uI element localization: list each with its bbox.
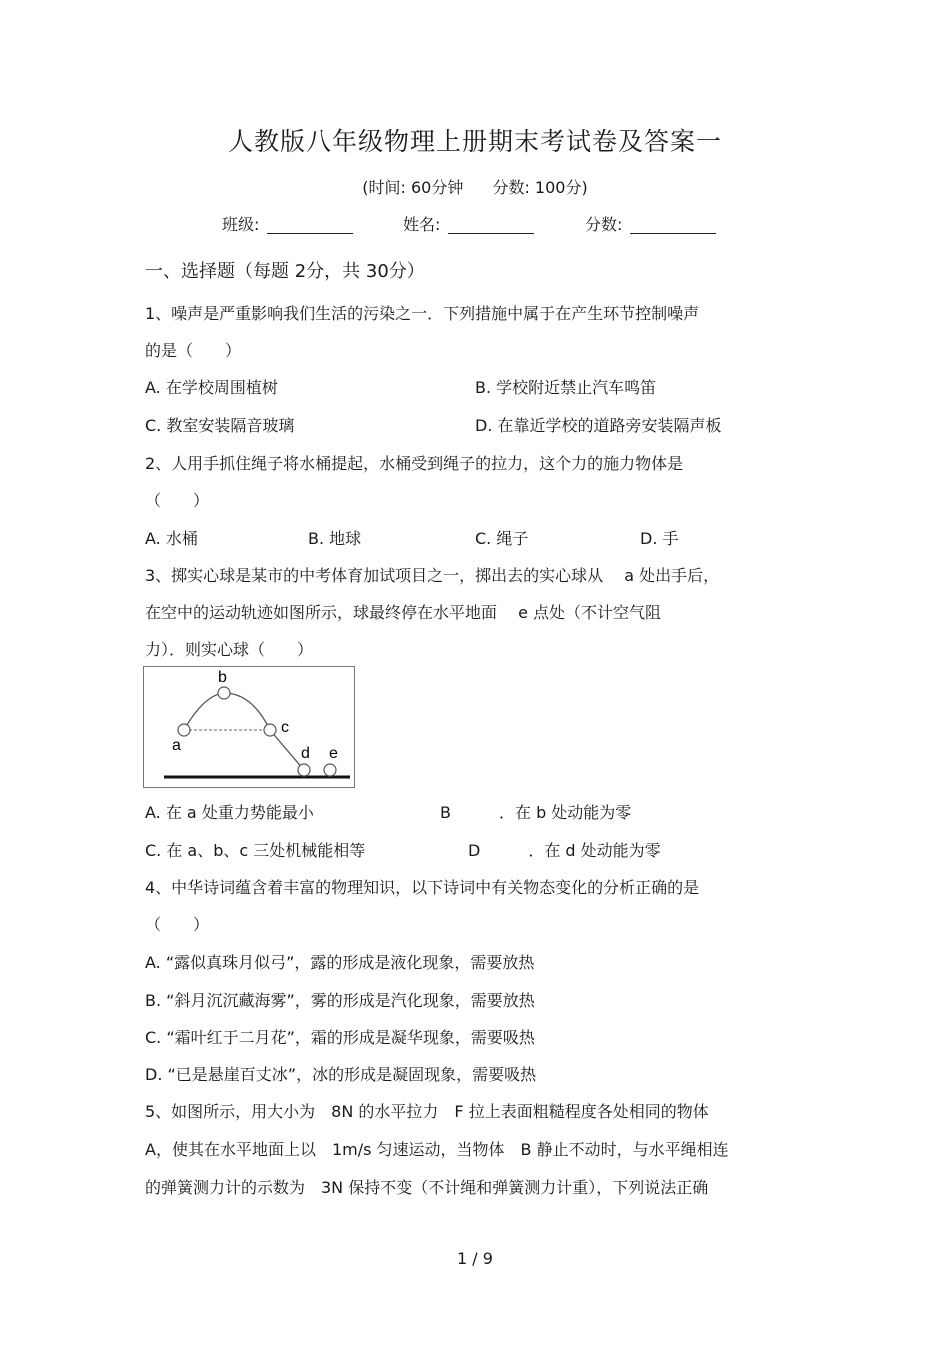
descent-path bbox=[270, 730, 304, 770]
name-field[interactable] bbox=[403, 212, 534, 235]
name-blank[interactable] bbox=[448, 217, 534, 234]
exam-time: (时间: 60分钟 bbox=[362, 178, 464, 197]
q2-option-d: D. 手 bbox=[640, 529, 679, 548]
q3-stem-line-1: 3、掷实心球是某市的中考体育加试项目之一，掷出去的实心球从 a 处出手后， bbox=[145, 566, 720, 585]
q4-stem-line-1: 4、中华诗词蕴含着丰富的物理知识，以下诗词中有关物态变化的分析正确的是 bbox=[145, 878, 700, 897]
q1-option-a: A. 在学校周围植树 bbox=[145, 378, 278, 397]
point-e-ball bbox=[324, 764, 336, 776]
q3-option-d: D ．在 d 处动能为零 bbox=[468, 841, 661, 860]
q5-stem-line-3: 的弹簧测力计的示数为 3N 保持不变（不计绳和弹簧测力计重），下列说法正确 bbox=[145, 1178, 709, 1197]
q2-stem-line-1: 2、人用手抓住绳子将水桶提起，水桶受到绳子的拉力，这个力的施力物体是 bbox=[145, 454, 684, 473]
q5-stem-line-2: A，使其在水平地面上以 1m/s 匀速运动，当物体 B 静止不动时，与水平绳相连 bbox=[145, 1140, 729, 1159]
q1-option-c: C. 教室安装隔音玻璃 bbox=[145, 416, 295, 435]
point-d-label: d bbox=[301, 745, 310, 762]
point-d-ball bbox=[298, 764, 310, 776]
score-field[interactable] bbox=[585, 212, 716, 235]
point-b-label: b bbox=[218, 669, 227, 686]
q4-stem-line-2: （ ） bbox=[145, 915, 210, 934]
q2-stem-line-2: （ ） bbox=[145, 491, 210, 510]
exam-total-score: 分数: 100分) bbox=[492, 178, 588, 197]
point-b-ball bbox=[218, 687, 230, 699]
q1-option-b: B. 学校附近禁止汽车鸣笛 bbox=[475, 378, 657, 397]
q3-option-a: A. 在 a 处重力势能最小 bbox=[145, 803, 314, 822]
class-field[interactable] bbox=[222, 212, 353, 235]
page-title: 人教版八年级物理上册期末考试卷及答案一 bbox=[227, 127, 722, 156]
q4-option-d: D. “已是悬崖百丈冰”，冰的形成是凝固现象，需要吸热 bbox=[145, 1065, 537, 1084]
q1-option-d: D. 在靠近学校的道路旁安装隔声板 bbox=[475, 416, 722, 435]
class-blank[interactable] bbox=[267, 217, 353, 234]
q2-option-b: B. 地球 bbox=[308, 529, 362, 548]
q2-option-c: C. 绳子 bbox=[475, 529, 529, 548]
point-e-label: e bbox=[329, 745, 338, 762]
score-label: 分数: bbox=[585, 215, 623, 234]
q3-option-c: C. 在 a、b、c 三处机械能相等 bbox=[145, 841, 366, 860]
point-c-ball bbox=[264, 724, 276, 736]
q3-stem-line-3: 力）．则实心球（ ） bbox=[145, 640, 314, 659]
exam-meta bbox=[0, 175, 950, 198]
point-a-label: a bbox=[172, 737, 181, 754]
q3-stem-line-2: 在空中的运动轨迹如图所示，球最终停在水平地面 e 点处（不计空气阻 bbox=[145, 603, 662, 622]
q5-stem-line-1: 5、如图所示，用大小为 8N 的水平拉力 F 拉上表面粗糙程度各处相同的物体 bbox=[145, 1102, 709, 1121]
page-number: 1 / 9 bbox=[457, 1249, 493, 1268]
score-blank[interactable] bbox=[630, 217, 716, 234]
q4-option-a: A. “露似真珠月似弓”，露的形成是液化现象，需要放热 bbox=[145, 953, 535, 972]
name-label: 姓名: bbox=[403, 215, 441, 234]
q1-stem-line-2: 的是（ ） bbox=[145, 341, 242, 360]
class-label: 班级: bbox=[222, 215, 260, 234]
q2-option-a: A. 水桶 bbox=[145, 529, 198, 548]
q4-option-c: C. “霜叶红于二月花”，霜的形成是凝华现象，需要吸热 bbox=[145, 1028, 535, 1047]
q3-option-b: B ．在 b 处动能为零 bbox=[440, 803, 632, 822]
trajectory-figure bbox=[143, 666, 355, 788]
section-heading: 一、选择题（每题 2分，共 30分） bbox=[145, 261, 425, 282]
point-c-label: c bbox=[281, 719, 289, 736]
trajectory-diagram bbox=[144, 667, 354, 787]
point-a-ball bbox=[178, 724, 190, 736]
q4-option-b: B. “斜月沉沉藏海雾”，雾的形成是汽化现象，需要放热 bbox=[145, 991, 535, 1010]
q1-stem-line-1: 1、噪声是严重影响我们生活的污染之一．下列措施中属于在产生环节控制噪声 bbox=[145, 304, 700, 323]
